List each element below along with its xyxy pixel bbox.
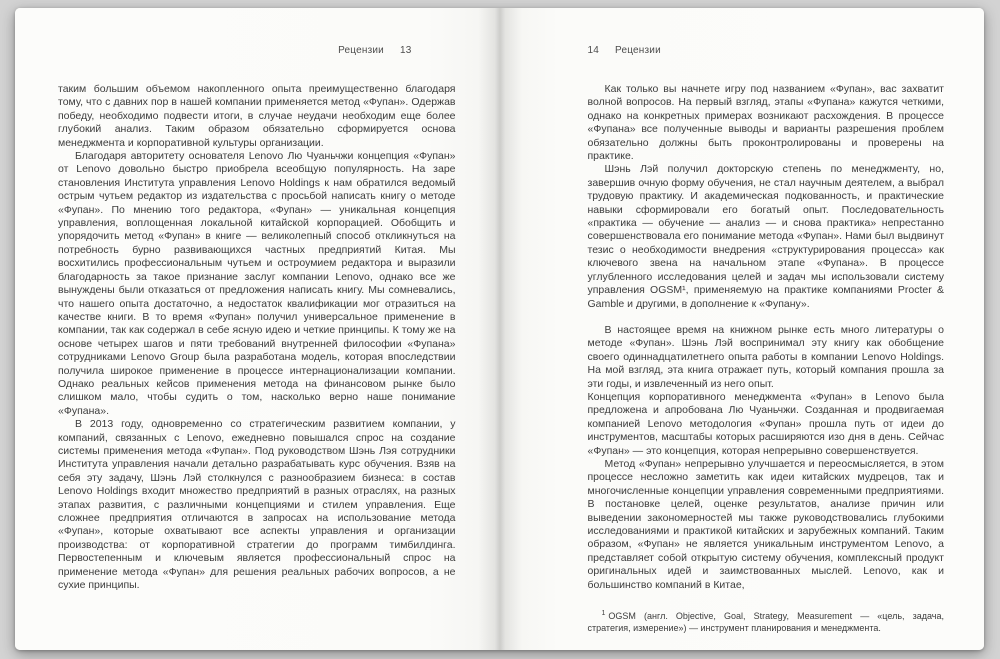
footnote-text: OGSM (англ. Objective, Goal, Strategy, Measurement — «цель, задача, стратегия, измерение») — инструмент планирования и менеджмента. <box>587 611 944 633</box>
page-number: 14 <box>587 45 600 56</box>
body-text-right <box>588 83 945 635</box>
page-right <box>500 8 985 650</box>
paragraph: Метод «Фупан» непрерывно улучшается и переосмысляется, в этом процессе несложно заметить как идеи китайских мудрецов, так и многочисленные концепции управления современными предприятиями. В постановке целей, оценке результатов, анализе причин или выведении закономерностей мы также руководствовались глубокими исследованиями и практикой китайских и зарубежных компаний. Таким образом, «Фупан» не является уникальным инструментом Lenovo, а представляет собой открытую систему обучения, комплексный продукт оригинальных идей и заимствованных мыслей. Lenovo, как и большинство компаний в Китае, <box>587 457 944 591</box>
running-head-title: Рецензии <box>615 45 661 56</box>
paragraph: В 2013 году, одновременно со стратегическим развитием компании, у компаний, связанных с Lenovo, ежедневно повышался спрос на создание системы применения метода «Фупан». Под руководством Шэнь Лэя сотрудники Института управления начали детально разрабатывать курс обучения. Взяв на себя эту задачу, Шэнь Лэй столкнулся с разнообразием бизнеса: в состав Lenovo Holdings входит множество предприятий в разных отраслях, на разных этапах развития, с различными концепциями и стилем управления. Еще сложнее предприятия отличаются в запросах на использование метода «Фупан», которые охватывают все аспекты управления и организации производства: от корпоративной стратегии до программ тимбилдинга. Первостепенным и ключевым является профессиональный спрос на применение метода «Фупан» для решения реальных рабочих вопросов, а не сухие принципы. <box>58 418 456 592</box>
running-head-right <box>588 45 945 57</box>
paragraph: Благодаря авторитету основателя Lenovo Лю Чуаньчжи концепция «Фупан» от Lenovo довольно быстро приобрела всеобщую популярность. На заре становления Института управления Lenovo Holdings к нам обратился ведомый острым чутьем редактор из издательства с просьбой написать книгу о методе «Фупан». По мнению того редактора, «Фупан» — уникальная концепция управления, воплощенная локальной китайской корпорацией. Обобщить и упорядочить метод «Фупан» в книге — великолепный способ откликнуться на потребность бурно развивающихся частных предприятий Китая. Мы восхитились профессиональным чутьем и остроумием редактора и выразили благодарность за такое признание заслуг компании Lenovo, однако все же вынуждены были отказаться от предложения написать книгу. Мы сомневались, что нашего опыта достаточно, а недостаток квалификации мог отразиться на качестве книги. В то время «Фупан» получил универсальное применение в компании, так как содержал в себе ясную идею и четкие принципы. К тому же на основе четырех шагов и пяти требований внутренней философии «Фупана» сотрудниками Lenovo Group была разработана модель, которая впоследствии получила широкое применение в процессе интернационализации компании. Однако реальных кейсов применения метода на финансовом рынке было слишком мало, чтобы судить о том, насколько верно наше понимание «Фупана». <box>58 150 456 417</box>
paragraph: таким большим объемом накопленного опыта преимущественно благодаря тому, что с давних пор в нашей компании применяется метод «Фупан». Одержав победу, необходимо подвести итоги, в случае неудачи необходим еще более глубокий анализ. Таким образом обязательно сформируется основа менеджмента и корпоративной культуры организации. <box>58 83 456 149</box>
body-text-left <box>58 83 456 592</box>
paragraph: Как только вы начнете игру под названием «Фупан», вас захватит волной вопросов. На первый взгляд, этапы «Фупана» кажутся четкими, однако на конкретных примерах возникают расхождения. В процессе «Фупана» все полученные выводы и варианты разрешения проблем обязательно должны быть проконтролированы и проверены на практике. <box>587 83 944 163</box>
paragraph: Шэнь Лэй получил докторскую степень по менеджменту, но, завершив очную форму обучения, не стал научным деятелем, а выбрал трудовую практику. И академическая подкованность, и практические навыки сформировали его богатый опыт. Последовательность «практика — обучение — анализ — и снова практика» непрестанно совершенствовала его понимание метода «Фупан». Нами был выдвинут тезис о необходимости внедрения «структурирования процесса» как ключевого звена на начальном этапе «Фупана». В процессе углубленного исследования целей и задач мы использовали систему управления OGSM¹, применяемую на практике компаниями Procter & Gamble и другими, в дополнение к «Фупану». <box>587 163 944 310</box>
running-head-left <box>58 45 456 57</box>
page-number: 13 <box>399 45 412 56</box>
page-left <box>15 8 500 650</box>
book-spread <box>15 8 984 650</box>
paragraph: В настоящее время на книжном рынке есть много литературы о методе «Фупан». Шэнь Лэй воспринимал эту книгу как обобщение своего одиннадцатилетнего опыта работы в компании Lenovo Holdings. На мой взгляд, эта книга отражает путь, который компания прошла за эти годы, и извлеченный из него опыт. <box>587 323 944 390</box>
footnote <box>588 608 945 635</box>
paragraph: Концепция корпоративного менеджмента «Фупан» в Lenovo была предложена и апробована Лю Чуаньчжи. Созданная и продвигаемая компанией Lenovo методология «Фупан» прошла путь от идеи до инструментов, масштабы которых расширяются изо дня в день. Сейчас «Фупан» — это концепция, которая непрерывно совершенствуется. <box>587 390 944 457</box>
running-head-title: Рецензии <box>338 45 384 56</box>
footnote-marker: 1 <box>601 610 606 618</box>
